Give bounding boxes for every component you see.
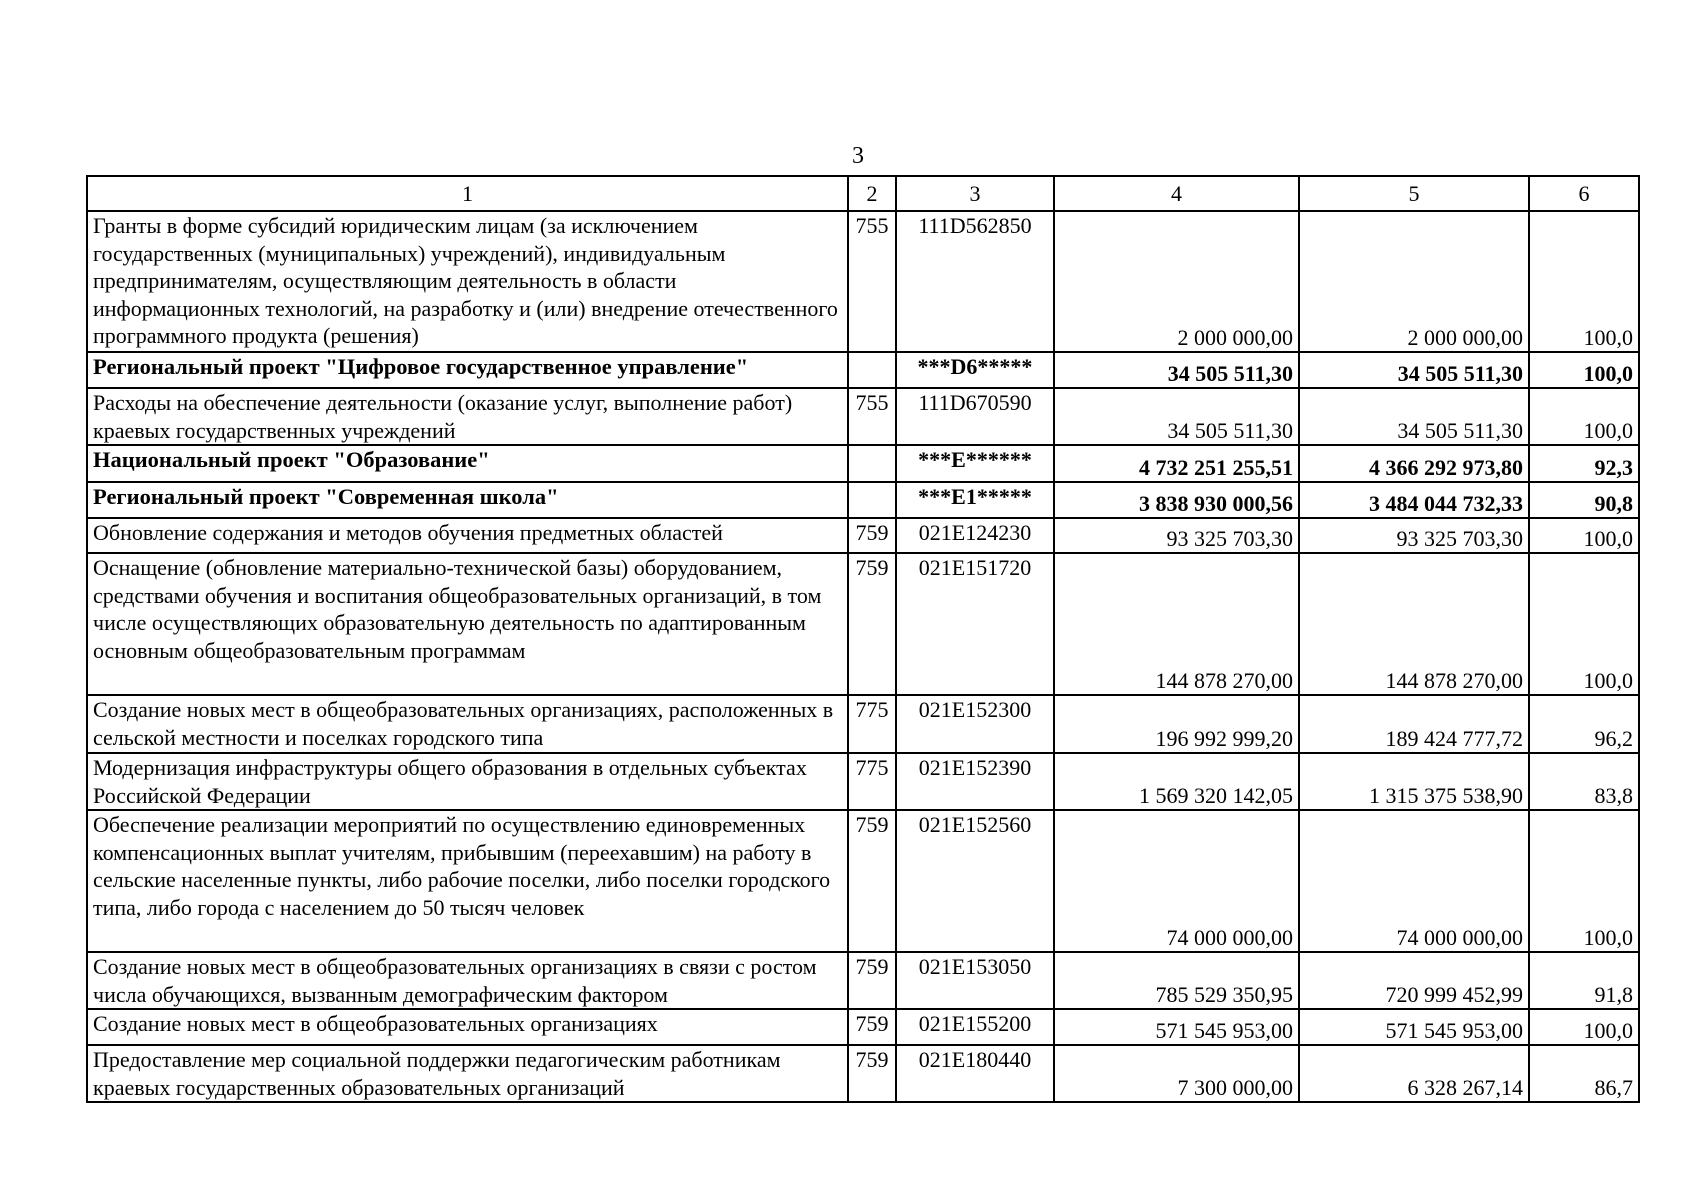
row-col4: 93 325 703,30 [1054,518,1299,553]
row-col5: 3 484 044 732,33 [1299,482,1529,518]
column-header-4: 4 [1054,176,1299,211]
row-col3: 021E153050 [896,952,1054,1009]
table-row [87,211,1639,352]
table-row [87,518,1639,553]
row-name: Расходы на обеспечение деятельности (оказание услуг, выполнение работ) краевых государственных учреждений [87,388,848,445]
row-col2: 775 [848,753,896,810]
row-col5: 1 315 375 538,90 [1299,753,1529,810]
table-row [87,553,1639,695]
table-row [87,388,1639,445]
row-col5: 571 545 953,00 [1299,1009,1529,1045]
row-col6: 96,2 [1529,695,1639,753]
row-col6: 83,8 [1529,753,1639,810]
row-col5: 34 505 511,30 [1299,388,1529,445]
row-col4: 7 300 000,00 [1054,1045,1299,1102]
row-name: Предоставление мер социальной поддержки педагогическим работникам краевых государственных образовательных организаций [87,1045,848,1102]
row-col2 [848,352,896,388]
row-col2: 759 [848,518,896,553]
row-col5: 189 424 777,72 [1299,695,1529,753]
row-col4: 34 505 511,30 [1054,352,1299,388]
row-col3: 021E152560 [896,810,1054,952]
column-header-3: 3 [896,176,1054,211]
row-col4: 34 505 511,30 [1054,388,1299,445]
row-col2: 775 [848,695,896,753]
row-col6: 86,7 [1529,1045,1639,1102]
table-row [87,952,1639,1009]
row-col4: 571 545 953,00 [1054,1009,1299,1045]
row-name: Обновление содержания и методов обучения предметных областей [87,518,848,553]
row-name: Создание новых мест в общеобразовательных организациях [87,1009,848,1045]
row-name: Модернизация инфраструктуры общего образования в отдельных субъектах Российской Федерации [87,753,848,810]
row-col6: 100,0 [1529,388,1639,445]
row-col5: 2 000 000,00 [1299,211,1529,352]
row-col3: 021E180440 [896,1045,1054,1102]
row-col4: 1 569 320 142,05 [1054,753,1299,810]
row-col4: 4 732 251 255,51 [1054,445,1299,482]
table-row [87,482,1639,518]
row-name: Создание новых мест в общеобразовательных организациях, расположенных в сельской местности и поселках городского типа [87,695,848,753]
table-row [87,753,1639,810]
row-col6: 100,0 [1529,553,1639,695]
row-col3: ***D6***** [896,352,1054,388]
table-row [87,1045,1639,1102]
row-col3: 021E155200 [896,1009,1054,1045]
row-col2: 759 [848,553,896,695]
row-name: Региональный проект "Цифровое государственное управление" [87,352,848,388]
row-col3: ***E****** [896,445,1054,482]
row-col4: 3 838 930 000,56 [1054,482,1299,518]
row-col4: 74 000 000,00 [1054,810,1299,952]
row-name: Гранты в форме субсидий юридическим лицам (за исключением государственных (муниципальных) учреждений), индивидуальным предпринимателям, осуществляющим деятельность в области информационных технологий, на разработку и (или) внедрение отечественного программного продукта (решения) [87,211,848,352]
row-col6: 91,8 [1529,952,1639,1009]
row-col3: ***E1***** [896,482,1054,518]
row-col3: 021E151720 [896,553,1054,695]
row-col2: 759 [848,1009,896,1045]
column-header-2: 2 [848,176,896,211]
row-col4: 785 529 350,95 [1054,952,1299,1009]
table-row [87,695,1639,753]
row-col4: 2 000 000,00 [1054,211,1299,352]
row-col6: 100,0 [1529,1009,1639,1045]
table-row [87,1009,1639,1045]
row-name: Создание новых мест в общеобразовательных организациях в связи с ростом числа обучающихся, вызванным демографическим фактором [87,952,848,1009]
row-col5: 720 999 452,99 [1299,952,1529,1009]
row-col3: 111D670590 [896,388,1054,445]
row-col3: 111D562850 [896,211,1054,352]
row-name: Региональный проект "Современная школа" [87,482,848,518]
row-col2: 759 [848,1045,896,1102]
row-col5: 34 505 511,30 [1299,352,1529,388]
row-col6: 100,0 [1529,352,1639,388]
row-col2: 759 [848,810,896,952]
row-col5: 144 878 270,00 [1299,553,1529,695]
row-col6: 100,0 [1529,211,1639,352]
row-col6: 100,0 [1529,810,1639,952]
row-col2: 755 [848,388,896,445]
column-header-1: 1 [87,176,848,211]
row-name: Национальный проект "Образование" [87,445,848,482]
row-col2 [848,482,896,518]
row-name: Оснащение (обновление материально-технической базы) оборудованием, средствами обучения и воспитания общеобразовательных организаций, в том числе осуществляющих образовательную деятельность по адаптированным основным общеобразовательным программам [87,553,848,695]
table-row [87,810,1639,952]
row-col2: 759 [848,952,896,1009]
row-col6: 92,3 [1529,445,1639,482]
table-row [87,352,1639,388]
row-col4: 196 992 999,20 [1054,695,1299,753]
report-table [86,175,1640,1103]
row-col5: 74 000 000,00 [1299,810,1529,952]
row-col5: 4 366 292 973,80 [1299,445,1529,482]
table-header-row [87,176,1639,211]
row-col2: 755 [848,211,896,352]
row-col3: 021E152390 [896,753,1054,810]
row-col5: 93 325 703,30 [1299,518,1529,553]
row-col6: 90,8 [1529,482,1639,518]
column-header-6: 6 [1529,176,1639,211]
table-row [87,445,1639,482]
row-col3: 021E124230 [896,518,1054,553]
row-col5: 6 328 267,14 [1299,1045,1529,1102]
row-col3: 021E152300 [896,695,1054,753]
row-col4: 144 878 270,00 [1054,553,1299,695]
column-header-5: 5 [1299,176,1529,211]
row-name: Обеспечение реализации мероприятий по осуществлению единовременных компенсационных выплат учителям, прибывшим (переехавшим) на работу в сельские населенные пункты, либо рабочие поселки, либо поселки городского типа, либо города с населением до 50 тысяч человек [87,810,848,952]
page-number: 3 [852,143,864,169]
row-col6: 100,0 [1529,518,1639,553]
row-col2 [848,445,896,482]
